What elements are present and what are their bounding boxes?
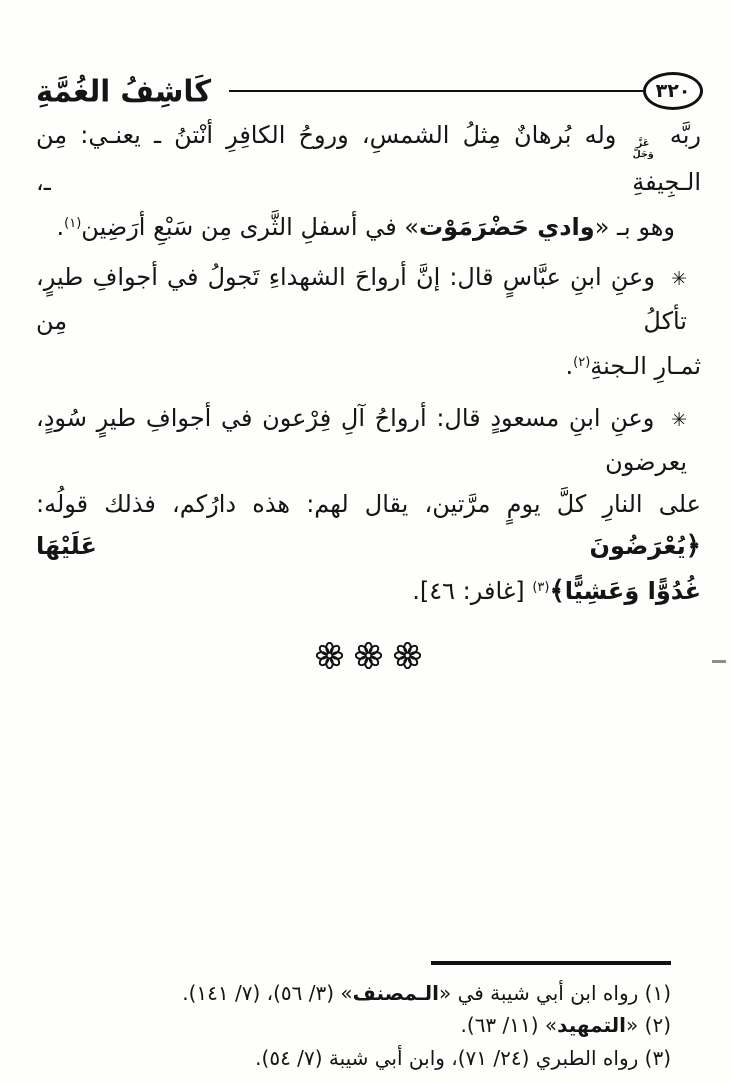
text-line xyxy=(36,567,701,612)
footnote-number: (٢) xyxy=(644,1013,671,1037)
text-line xyxy=(36,483,701,567)
emphasized-place-name: وادي حَضْرَمَوْت xyxy=(418,212,595,241)
section-end-ornament xyxy=(36,642,701,669)
book-title: كَاشِفُ الغُمَّةِ xyxy=(36,73,212,109)
text-line xyxy=(36,203,701,248)
cited-book-title: الـمصنف xyxy=(352,980,439,1005)
static-text: » (١١/ ٦٣). xyxy=(460,1013,558,1037)
footnote-number: (١) xyxy=(644,980,671,1005)
text-line xyxy=(36,256,701,342)
static-text: « xyxy=(626,1013,645,1037)
flower-ornament-icon xyxy=(316,642,343,669)
page-number-oval xyxy=(643,72,703,110)
footnote-marker-1: (١) xyxy=(64,215,82,231)
asterisk-ornament-icon: ✳ xyxy=(671,267,687,290)
static-text: » في أسفلِ الثَّرى مِن سَبْعِ أرَضِين xyxy=(81,212,419,241)
page-header xyxy=(36,66,703,116)
static-text: . xyxy=(56,212,65,241)
text-line xyxy=(36,397,701,483)
static-text: وعنِ ابنِ عبَّاسٍ قال: إنَّ أرواحَ الشهداءِ تَجولُ في أجوافِ طيرٍ، تأكلُ مِن xyxy=(36,262,687,335)
static-text: وعنِ ابنِ مسعودٍ قال: أرواحُ آلِ فِرْعون في أجوافِ طيرٍ سُودٍ، يعرضون xyxy=(36,403,687,476)
verse-reference: [غافر: ٤٦]. xyxy=(412,576,533,605)
flower-ornament-icon xyxy=(394,642,421,669)
honorific-azza-wa-jall xyxy=(633,139,654,161)
paragraph-1 xyxy=(36,114,701,248)
footnote-marker-2: (٢) xyxy=(573,354,591,370)
paragraph-2 xyxy=(36,256,701,387)
footnotes-section xyxy=(36,961,671,1074)
scan-artifact-dash xyxy=(712,660,726,663)
static-text: رواه الطبري (٢٤/ ٧١)، وابن أبي شيبة (٧/ ٥٤). xyxy=(255,1045,645,1070)
body-text xyxy=(36,114,701,669)
static-text: على النارِ كلَّ يومٍ مرَّتين، يقال لهم: هذه دارُكم، فذلك قولُه: xyxy=(36,489,701,518)
text-line xyxy=(36,342,701,387)
header-rule xyxy=(229,90,643,93)
static-text: » (٣/ ٥٦)، (٧/ ١٤١). xyxy=(182,980,353,1005)
paragraph-3 xyxy=(36,397,701,612)
static-text: ربَّه xyxy=(669,121,701,149)
quran-open-bracket: ﴿ xyxy=(685,530,701,561)
text-line xyxy=(36,114,701,203)
static-text: وهو بـ « xyxy=(594,212,675,241)
quran-verse-text: غُدُوًّا وَعَشِيًّا xyxy=(564,576,701,605)
footnote-number: (٣) xyxy=(644,1045,671,1070)
footnote-2 xyxy=(36,1009,671,1042)
honorific-bottom: وَجَلَّ xyxy=(632,148,654,160)
footnote-1 xyxy=(36,977,671,1010)
static-text: وله بُرهانٌ مِثلُ الشمسِ، وروحُ الكافِرِ أنْتنُ ـ يعنـي: مِن الـجِيفةِ ـ، xyxy=(36,121,701,196)
static-text: ثمـارِ الـجنةِ xyxy=(590,351,701,380)
asterisk-ornament-icon: ✳ xyxy=(671,408,687,431)
footnote-marker-3: (٣) xyxy=(532,579,550,595)
static-text: . xyxy=(565,351,574,380)
footnote-3 xyxy=(36,1042,671,1075)
page-number: ٣٢٠ xyxy=(655,80,691,102)
quran-verse-text: يُعْرَضُونَ عَلَيْهَا xyxy=(36,531,686,560)
static-text: رواه ابن أبي شيبة في « xyxy=(438,980,645,1005)
quran-close-bracket: ﴾ xyxy=(549,575,565,606)
footnote-separator-rule xyxy=(431,961,671,965)
flower-ornament-icon xyxy=(355,642,382,669)
cited-book-title: التمهيد xyxy=(557,1013,627,1037)
honorific-top: عَزَّ xyxy=(636,138,650,149)
